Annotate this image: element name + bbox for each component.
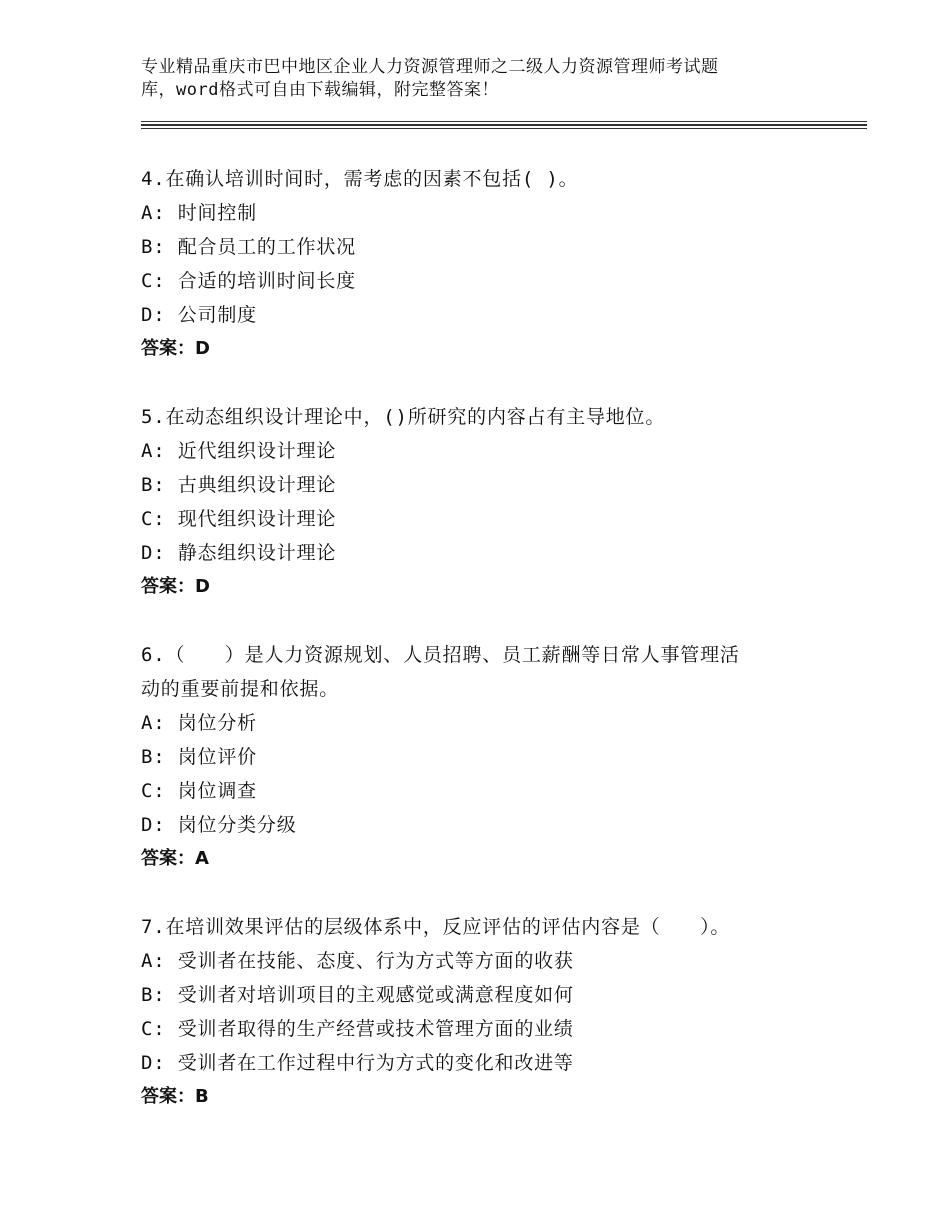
header-divider-thin-bottom: [141, 128, 867, 129]
answer-line: 答案：B: [141, 1086, 209, 1107]
option-d: D: 受训者在工作过程中行为方式的变化和改进等: [141, 1052, 574, 1074]
header-title-line-2: 库，word格式可自由下载编辑，附完整答案！: [141, 80, 499, 100]
option-c: C: 受训者取得的生产经营或技术管理方面的业绩: [141, 1018, 574, 1040]
option-d: D: 静态组织设计理论: [141, 542, 337, 564]
option-a: A: 岗位分析: [141, 712, 257, 734]
question-7: [141, 910, 841, 1114]
question-6: [141, 638, 841, 876]
document-header: [141, 56, 781, 102]
header-divider-thin-top: [141, 121, 867, 122]
option-a: A: 受训者在技能、态度、行为方式等方面的收获: [141, 950, 574, 972]
header-title-line-1: 专业精品重庆市巴中地区企业人力资源管理师之二级人力资源管理师考试题: [141, 57, 719, 77]
question-5: [141, 400, 841, 604]
option-c: C: 岗位调查: [141, 780, 257, 802]
option-a: A: 时间控制: [141, 202, 257, 224]
question-stem: 7.在培训效果评估的层级体系中，反应评估的评估内容是（ ）。: [141, 916, 731, 938]
option-c: C: 合适的培训时间长度: [141, 270, 356, 292]
option-b: B: 配合员工的工作状况: [141, 236, 356, 258]
option-c: C: 现代组织设计理论: [141, 508, 337, 530]
question-stem: 5.在动态组织设计理论中，()所研究的内容占有主导地位。: [141, 406, 666, 428]
option-d: D: 公司制度: [141, 304, 257, 326]
option-b: B: 古典组织设计理论: [141, 474, 337, 496]
option-b: B: 岗位评价: [141, 746, 257, 768]
header-divider-thick: [141, 124, 867, 126]
question-stem-line-2: 动的重要前提和依据。: [141, 678, 340, 700]
question-4: [141, 162, 841, 366]
option-b: B: 受训者对培训项目的主观感觉或满意程度如何: [141, 984, 574, 1006]
option-a: A: 近代组织设计理论: [141, 440, 337, 462]
answer-line: 答案：D: [141, 576, 210, 597]
answer-line: 答案：A: [141, 848, 209, 869]
answer-line: 答案：D: [141, 338, 210, 359]
question-stem: 4.在确认培训时间时，需考虑的因素不包括( )。: [141, 168, 579, 190]
option-d: D: 岗位分类分级: [141, 814, 297, 836]
question-stem-line-1: 6.（ ）是人力资源规划、人员招聘、员工薪酬等日常人事管理活: [141, 644, 740, 666]
